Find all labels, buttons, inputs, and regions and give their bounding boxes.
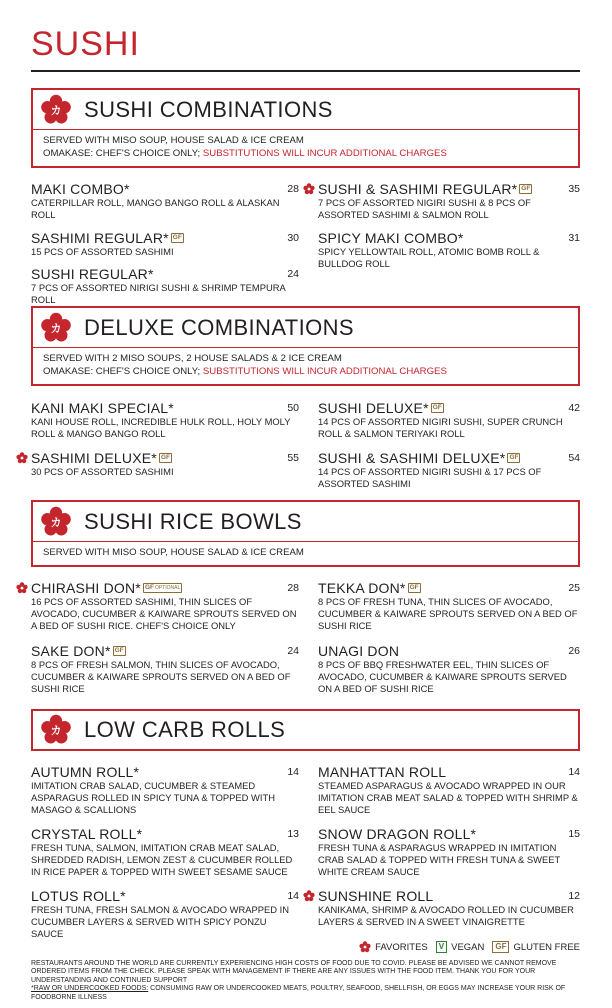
menu-item: MANHATTAN ROLL 14 STEAMED ASPARAGUS & AVOCADO WRAPPED IN OUR IMITATION CRAB MEAT SALAD & TOPPED WITH SHRIMP & EEL SAUCE [318,764,580,815]
section-header [33,90,578,130]
sakura-logo-icon [40,94,72,126]
favorite-flower-icon [359,941,371,953]
menu-item: SUSHI REGULAR* 24 7 PCS OF ASSORTED NIRIGI SUSHI & SHRIMP TEMPURA ROLL [31,266,299,305]
svg-text:カ: カ [50,321,62,335]
menu-item: SASHIMI DELUXE* GF 55 30 PCS OF ASSORTED SASHIMI [31,450,299,478]
sakura-logo-icon [40,312,72,344]
section-subtitle: SERVED WITH MISO SOUP, HOUSE SALAD & ICE CREAM [43,547,304,558]
sakura-logo-icon [40,714,72,746]
section-subtitle: SERVED WITH MISO SOUP, HOUSE SALAD & ICE CREAM OMAKASE: CHEF'S CHOICE ONLY; SUBSTITUTIONS WILL INCUR ADDITIONAL CHARGES [43,135,447,159]
legend [351,941,580,953]
vegan-badge: V [436,941,447,953]
sakura-logo-icon [40,506,72,538]
favorite-flower-icon [303,183,315,195]
menu-item: UNAGI DON 26 8 PCS OF BBQ FRESHWATER EEL, THIN SLICES OF AVOCADO, CUCUMBER & KAIWARE SPROUTS SERVED ON A BED OF SUSHI RICE [318,643,580,694]
section-deluxe-combinations [31,306,580,386]
gluten-free-badge: GF [114,647,124,654]
gluten-free-badge: GF [492,941,509,953]
menu-item: SPICY MAKI COMBO* 31 SPICY YELLOWTAIL ROLL, ATOMIC BOMB ROLL & BULLDOG ROLL [318,230,580,269]
menu-item: SUSHI & SASHIMI REGULAR* GF 35 7 PCS OF ASSORTED NIGIRI SUSHI & 8 PCS OF ASSORTED SASHIMI & SALMON ROLL [318,181,580,221]
title-divider [31,70,580,72]
menu-item: AUTUMN ROLL* 14 IMITATION CRAB SALAD, CUCUMBER & STEAMED ASPARAGUS ROLLED IN SPICY TUNA & TOPPED WITH MASAGO & SCALLIONS [31,764,299,815]
legend-gluten-free: GF GLUTEN FREE [492,941,580,953]
menu-item: CRYSTAL ROLL* 13 FRESH TUNA, SALMON, IMITATION CRAB MEAT SALAD, SHREDDED RADISH, LEMON ZEST & CUCUMBER ROLLED IN RICE PAPER & TOPPED WITH SWEET SESAME SAUCE [31,826,299,877]
gluten-free-badge: GF [509,454,519,461]
page-title: SUSHI [31,25,140,63]
disclaimer: RESTAURANTS AROUND THE WORLD ARE CURRENTLY EXPERIENCING HIGH COSTS OF FOOD DUE TO COVID. PLEASE BE ADVISED WE CANNOT REMOVE ORDERED ITEMS FROM THE CHECK. PLEASE SPEAK WITH MANAGEMENT IF THERE ARE ANY ISSUES WITH THE FOOD ITEM. THANK YOU FOR YOUR UNDERSTANDING AND CONTINUED SUPPORT *RAW OR UNDERCOOKED FOODS: CONSUMING RAW OR UNDERCOOKED MEATS, POULTRY, SEAFOOD, SHELLFISH, OR EGGS MAY INCREASE YOUR RISK OF FOODBORNE ILLNESS [31,960,566,1001]
legend-favorites: FAVORITES [359,941,428,953]
menu-item: SASHIMI REGULAR* GF 30 15 PCS OF ASSORTED SASHIMI [31,230,299,257]
menu-item: LOTUS ROLL* 14 FRESH TUNA, FRESH SALMON & AVOCADO WRAPPED IN CUCUMBER LAYERS & SERVED WITH SPICY PONZU SAUCE [31,888,299,939]
menu-item: SAKE DON* GF 24 8 PCS OF FRESH SALMON, THIN SLICES OF AVOCADO, CUCUMBER & KAIWARE SPROUTS SERVED ON A BED OF SUSHI RICE [31,643,299,694]
menu-item: SUSHI & SASHIMI DELUXE* GF 54 14 PCS OF ASSORTED NIGIRI SUSHI & 17 PCS OF ASSORTED SASHIMI [318,450,580,489]
menu-item: SNOW DRAGON ROLL* 15 FRESH TUNA & ASPARAGUS WRAPPED IN IMITATION CRAB SALAD & TOPPED WITH FRESH TUNA & SWEET WHITE CREAM SAUCE [318,826,580,877]
gluten-free-badge: GF [432,404,442,411]
section-title: LOW CARB ROLLS [84,717,286,742]
svg-text:カ: カ [50,724,62,737]
menu-item: MAKI COMBO* 28 CATERPILLAR ROLL, MANGO BANGO ROLL & ALASKAN ROLL [31,181,299,220]
section-header [33,308,578,348]
section-subtitle: SERVED WITH 2 MISO SOUPS, 2 HOUSE SALADS & 2 ICE CREAM OMAKASE: CHEF'S CHOICE ONLY; SUBSTITUTIONS WILL INCUR ADDITIONAL CHARGES [43,353,447,377]
gluten-free-badge: GF [160,454,170,461]
gluten-free-optional-badge: GFOPTIONAL [144,584,181,591]
favorite-flower-icon [303,890,315,902]
svg-text:カ: カ [50,103,62,117]
favorite-flower-icon [16,582,28,594]
favorite-flower-icon [16,452,28,464]
gluten-free-badge: GF [172,234,182,241]
section-title: SUSHI RICE BOWLS [84,508,302,534]
section-title: SUSHI COMBINATIONS [84,96,333,122]
gluten-free-badge: GF [409,584,419,591]
section-title: DELUXE COMBINATIONS [84,314,355,340]
legend-vegan: V VEGAN [436,941,485,953]
menu-item: CHIRASHI DON* GFOPTIONAL 28 16 PCS OF ASSORTED SASHIMI, THIN SLICES OF AVOCADO, CUCUMBER & KAIWARE SPROUTS SERVED ON A BED OF SUSHI RICE. CHEF'S CHOICE ONLY [31,580,299,632]
section-sushi-rice-bowls [31,500,580,567]
section-header [33,502,578,542]
gluten-free-badge: GF [521,185,531,192]
menu-item: SUSHI DELUXE* GF 42 14 PCS OF ASSORTED NIGIRI SUSHI, SUPER CRUNCH ROLL & SALMON TERIYAKI ROLL [318,400,580,439]
menu-item: KANI MAKI SPECIAL* 50 KANI HOUSE ROLL, INCREDIBLE HULK ROLL, HOLY MOLY ROLL & MANGO BANGO ROLL [31,400,299,439]
section-sushi-combinations [31,88,580,168]
menu-item: TEKKA DON* GF 25 8 PCS OF FRESH TUNA, THIN SLICES OF AVOCADO, CUCUMBER & KAIWARE SPROUTS SERVED ON A BED OF SUSHI RICE [318,580,580,631]
menu-item: SUNSHINE ROLL 12 KANIKAMA, SHRIMP & AVOCADO ROLLED IN CUCUMBER LAYERS & SERVED IN A SWEET VINAIGRETTE [318,888,580,928]
svg-text:カ: カ [50,515,62,529]
section-header [33,711,578,749]
section-low-carb-rolls [31,709,580,751]
